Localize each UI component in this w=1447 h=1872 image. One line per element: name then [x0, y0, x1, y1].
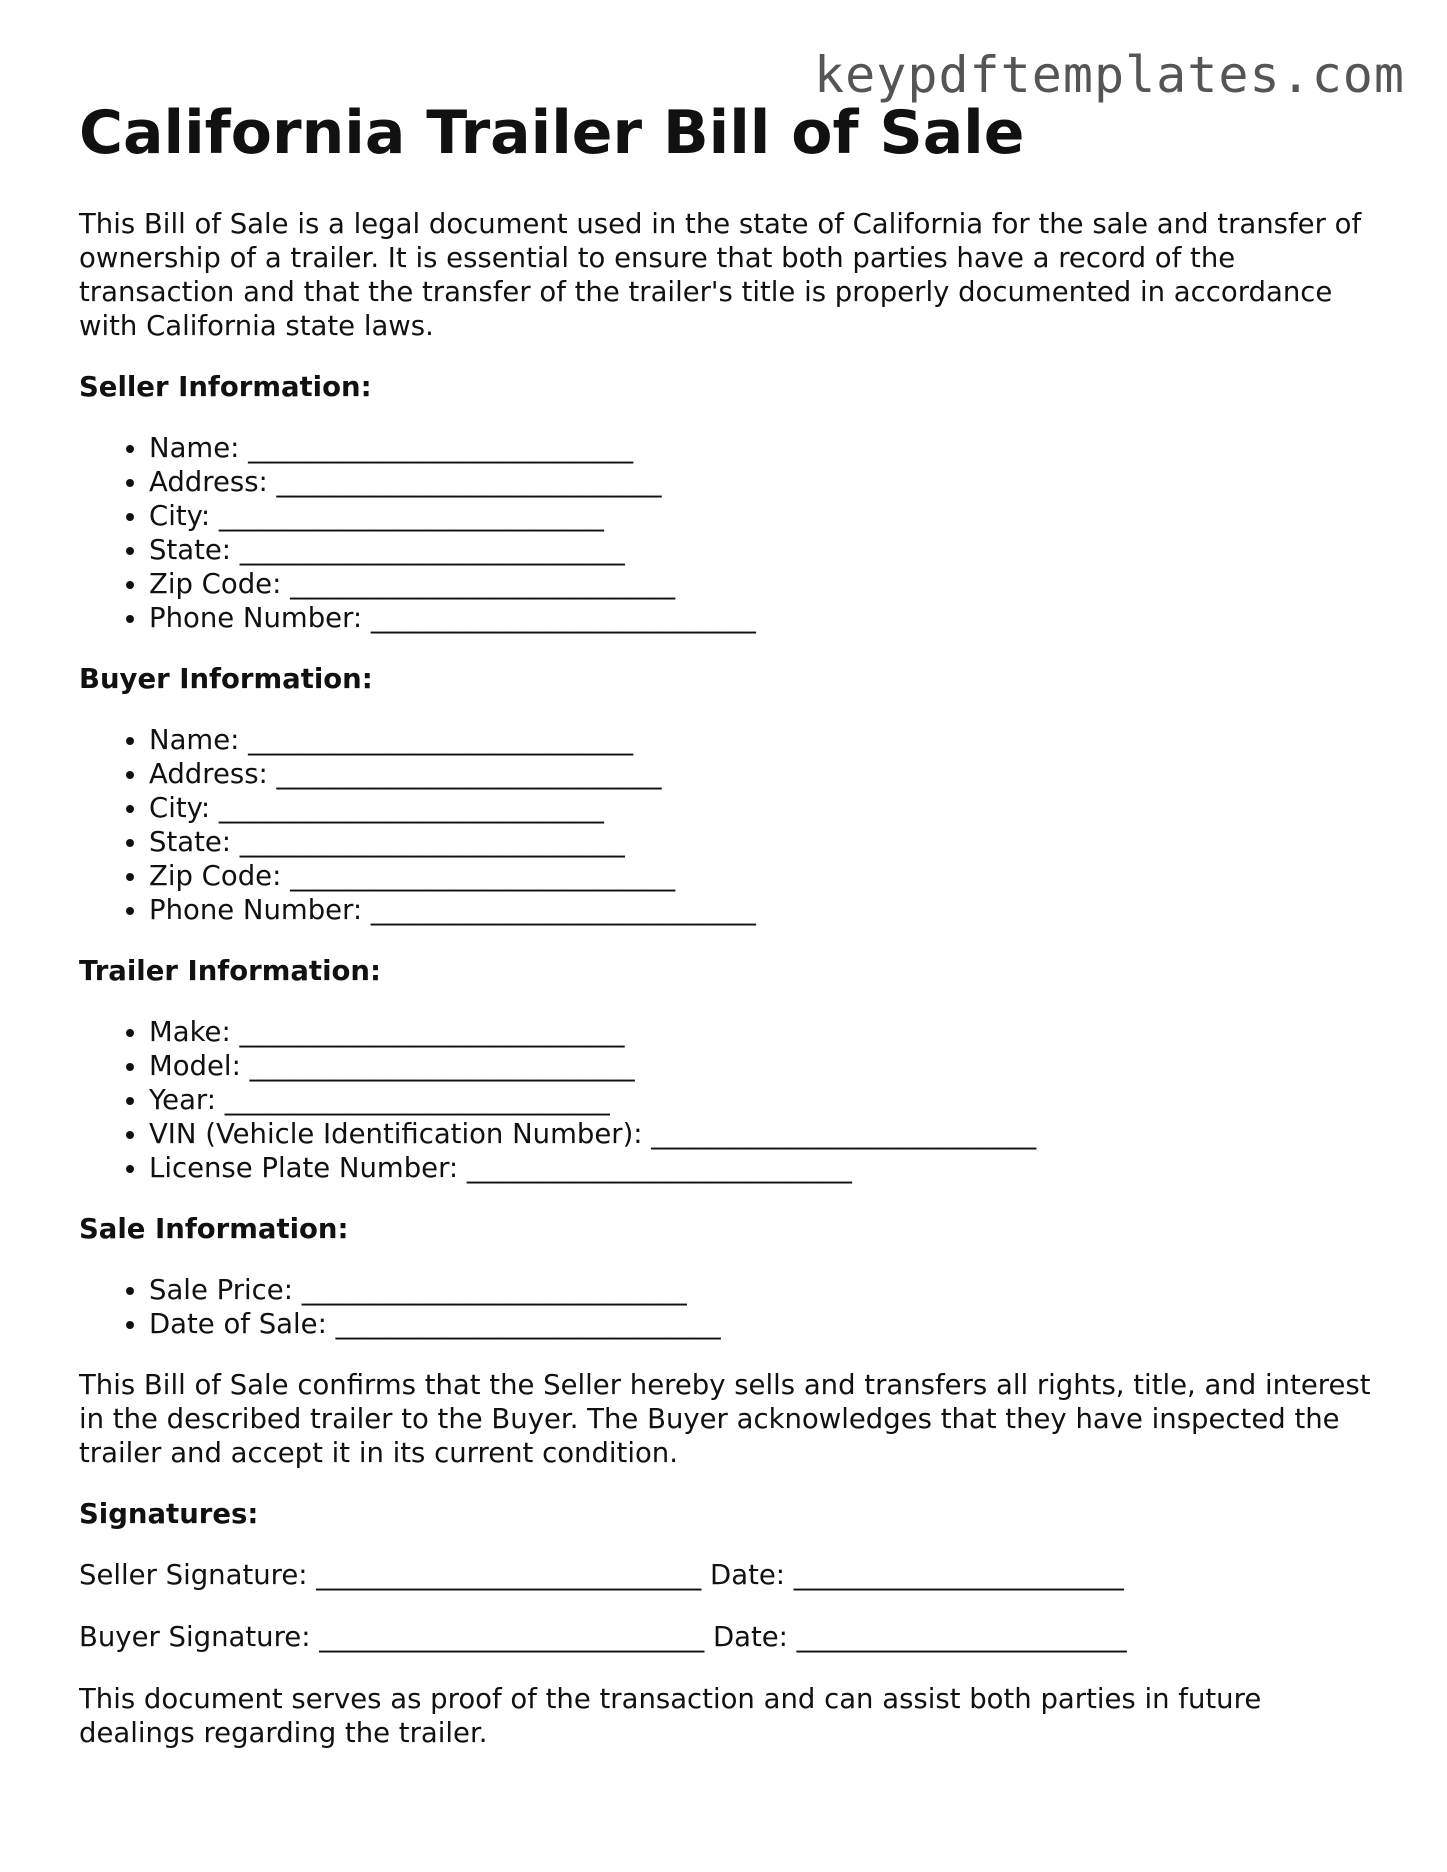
seller-name-field[interactable]: • Name: ____________________________	[149, 431, 1379, 465]
sale-fields-list	[79, 1273, 1379, 1341]
watermark: keypdftemplates.com	[814, 46, 1405, 104]
trailer-section-heading: Trailer Information:	[79, 955, 381, 987]
confirmation-paragraph: This Bill of Sale confirms that the Seller hereby sells and transfers all rights, title, and interest in the described trailer to the Buyer. The Buyer acknowledges that they have inspected the trailer and accept it in its current condition.	[79, 1369, 1371, 1469]
sale-price-field[interactable]: • Sale Price: ____________________________	[149, 1273, 1379, 1307]
trailer-vin-field[interactable]: • VIN (Vehicle Identification Number): ____________________________	[149, 1117, 1379, 1151]
sale-date-field[interactable]: • Date of Sale: ____________________________	[149, 1307, 1379, 1341]
seller-signature-line[interactable]: Seller Signature: ____________________________ Date: ________________________	[79, 1559, 1124, 1591]
intro-paragraph: This Bill of Sale is a legal document used in the state of California for the sale and transfer of ownership of a trailer. It is essential to ensure that both parties have a record of the transaction and that the transfer of the trailer's title is properly documented in accordance with California state laws.	[79, 208, 1362, 342]
document-title: California Trailer Bill of Sale	[79, 98, 1025, 168]
seller-fields-list	[79, 431, 1379, 635]
seller-city-field[interactable]: • City: ____________________________	[149, 499, 1379, 533]
buyer-phone-field[interactable]: • Phone Number: ____________________________	[149, 893, 1379, 927]
seller-phone-field[interactable]: • Phone Number: ____________________________	[149, 601, 1379, 635]
buyer-state-field[interactable]: • State: ____________________________	[149, 825, 1379, 859]
signatures-section-heading: Signatures:	[79, 1498, 259, 1530]
buyer-signature-line[interactable]: Buyer Signature: ____________________________ Date: ________________________	[79, 1621, 1127, 1653]
trailer-fields-list	[79, 1015, 1379, 1185]
document-body	[79, 207, 1379, 1777]
seller-address-field[interactable]: • Address: ____________________________	[149, 465, 1379, 499]
trailer-plate-field[interactable]: • License Plate Number: ____________________________	[149, 1151, 1379, 1185]
buyer-section-heading: Buyer Information:	[79, 663, 373, 695]
buyer-name-field[interactable]: • Name: ____________________________	[149, 723, 1379, 757]
trailer-model-field[interactable]: • Model: ____________________________	[149, 1049, 1379, 1083]
seller-state-field[interactable]: • State: ____________________________	[149, 533, 1379, 567]
buyer-city-field[interactable]: • City: ____________________________	[149, 791, 1379, 825]
buyer-fields-list	[79, 723, 1379, 927]
seller-section-heading: Seller Information:	[79, 371, 372, 403]
seller-zip-field[interactable]: • Zip Code: ____________________________	[149, 567, 1379, 601]
buyer-zip-field[interactable]: • Zip Code: ____________________________	[149, 859, 1379, 893]
trailer-make-field[interactable]: • Make: ____________________________	[149, 1015, 1379, 1049]
buyer-address-field[interactable]: • Address: ____________________________	[149, 757, 1379, 791]
closing-paragraph: This document serves as proof of the transaction and can assist both parties in future dealings regarding the trailer.	[79, 1683, 1262, 1749]
trailer-year-field[interactable]: • Year: ____________________________	[149, 1083, 1379, 1117]
sale-section-heading: Sale Information:	[79, 1213, 349, 1245]
